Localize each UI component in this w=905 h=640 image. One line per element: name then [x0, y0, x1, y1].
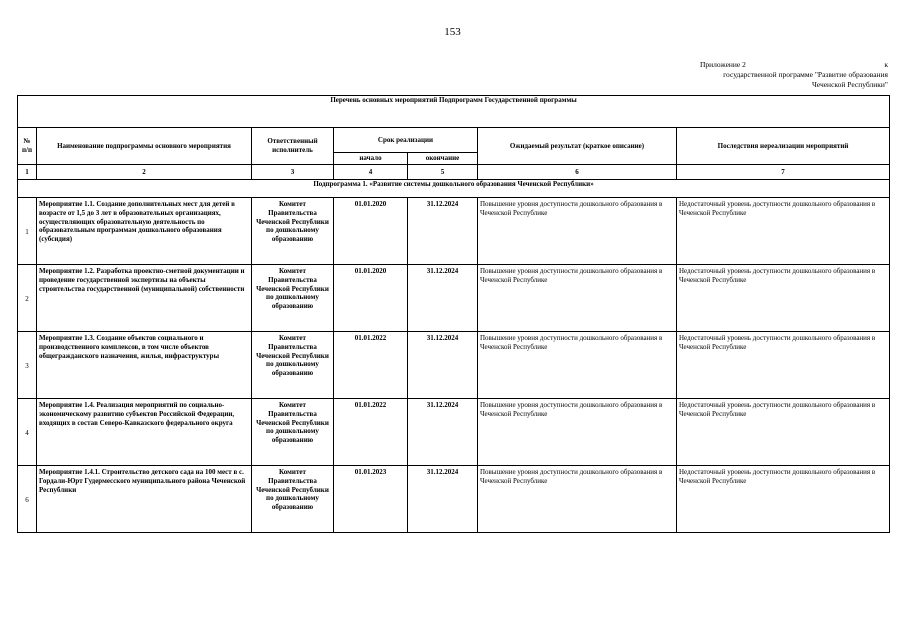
measure-name: Мероприятие 1.4. Реализация мероприятий по социально-экономическому развитию субъектов Российской Федерации, входящих в состав Северо-Кавказского федерального округа — [37, 399, 252, 466]
column-number: 2 — [37, 165, 252, 180]
header-name: Наименование подпрограммы основного мероприятия — [37, 128, 252, 165]
row-number: 1 — [18, 198, 37, 265]
row-number: 4 — [18, 399, 37, 466]
non-implementation-consequences: Недостаточный уровень доступности дошкольного образования в Чеченской Республике — [677, 265, 890, 332]
end-date: 31.12.2024 — [408, 265, 478, 332]
table-row — [18, 265, 890, 332]
responsible-executor: Комитет Правительства Чеченской Республики по дошкольному образованию — [252, 399, 334, 466]
row-number: 2 — [18, 265, 37, 332]
header-term: Срок реализации — [334, 128, 478, 153]
table-header-row — [18, 128, 890, 153]
expected-result: Повышение уровня доступности дошкольного образования в Чеченской Республике — [478, 198, 677, 265]
non-implementation-consequences: Недостаточный уровень доступности дошкольного образования в Чеченской Республике — [677, 332, 890, 399]
row-number: 6 — [18, 466, 37, 533]
column-number: 1 — [18, 165, 37, 180]
expected-result: Повышение уровня доступности дошкольного образования в Чеченской Республике — [478, 332, 677, 399]
header-result: Ожидаемый результат (краткое описание) — [478, 128, 677, 165]
responsible-executor: Комитет Правительства Чеченской Республики по дошкольному образованию — [252, 466, 334, 533]
responsible-executor: Комитет Правительства Чеченской Республики по дошкольному образованию — [252, 198, 334, 265]
measure-name: Мероприятие 1.4.1. Строительство детского сада на 100 мест в с. Гордали-Юрт Гудермесского муниципального района Чеченской Республики — [37, 466, 252, 533]
start-date: 01.01.2020 — [334, 265, 408, 332]
measure-name: Мероприятие 1.2. Разработка проектно-сметной документации и проведение государственной экспертизы на объекты строительства государственной (муниципальной) собственности — [37, 265, 252, 332]
column-number: 4 — [334, 165, 408, 180]
column-number: 3 — [252, 165, 334, 180]
appendix-line1-right: к — [884, 60, 888, 69]
column-number: 7 — [677, 165, 890, 180]
header-executor: Ответственный исполнитель — [252, 128, 334, 165]
subprogram-title: Подпрограмма 1. «Развитие системы дошкольного образования Чеченской Республики» — [18, 180, 890, 198]
non-implementation-consequences: Недостаточный уровень доступности дошкольного образования в Чеченской Республике — [677, 466, 890, 533]
header-num: № п/п — [18, 128, 37, 165]
non-implementation-consequences: Недостаточный уровень доступности дошкольного образования в Чеченской Республике — [677, 399, 890, 466]
column-number: 5 — [408, 165, 478, 180]
table-row — [18, 399, 890, 466]
measure-name: Мероприятие 1.3. Создание объектов социального и производственного комплексов, в том числе объектов общегражданского назначения, жилья, инфраструктуры — [37, 332, 252, 399]
header-consequences: Последствия нереализации мероприятий — [677, 128, 890, 165]
expected-result: Повышение уровня доступности дошкольного образования в Чеченской Республике — [478, 265, 677, 332]
start-date: 01.01.2022 — [334, 399, 408, 466]
table-row — [18, 198, 890, 265]
table-row — [18, 466, 890, 533]
non-implementation-consequences: Недостаточный уровень доступности дошкольного образования в Чеченской Республике — [677, 198, 890, 265]
end-date: 31.12.2024 — [408, 198, 478, 265]
header-end: окончание — [408, 153, 478, 165]
end-date: 31.12.2024 — [408, 332, 478, 399]
appendix-line2: государственной программе "Развитие образования — [723, 70, 888, 79]
appendix-line3: Чеченской Республики" — [811, 80, 888, 89]
measures-table — [17, 95, 890, 533]
row-number: 3 — [18, 332, 37, 399]
table-row — [18, 332, 890, 399]
responsible-executor: Комитет Правительства Чеченской Республики по дошкольному образованию — [252, 265, 334, 332]
responsible-executor: Комитет Правительства Чеченской Республики по дошкольному образованию — [252, 332, 334, 399]
start-date: 01.01.2020 — [334, 198, 408, 265]
start-date: 01.01.2023 — [334, 466, 408, 533]
appendix-line1-left: Приложение 2 — [700, 60, 746, 69]
measure-name: Мероприятие 1.1. Создание дополнительных мест для детей в возрасте от 1,5 до 3 лет в образовательных организациях, осуществляющих образовательную деятельность по образовательным программам дошкольного образования (субсидия) — [37, 198, 252, 265]
header-start: начало — [334, 153, 408, 165]
start-date: 01.01.2022 — [334, 332, 408, 399]
end-date: 31.12.2024 — [408, 399, 478, 466]
column-number-row — [18, 165, 890, 180]
table-caption: Перечень основных мероприятий Подпрограмм Государственной программы — [18, 96, 890, 128]
end-date: 31.12.2024 — [408, 466, 478, 533]
appendix-note — [692, 60, 888, 90]
page-number: 153 — [444, 26, 461, 38]
expected-result: Повышение уровня доступности дошкольного образования в Чеченской Республике — [478, 466, 677, 533]
expected-result: Повышение уровня доступности дошкольного образования в Чеченской Республике — [478, 399, 677, 466]
column-number: 6 — [478, 165, 677, 180]
